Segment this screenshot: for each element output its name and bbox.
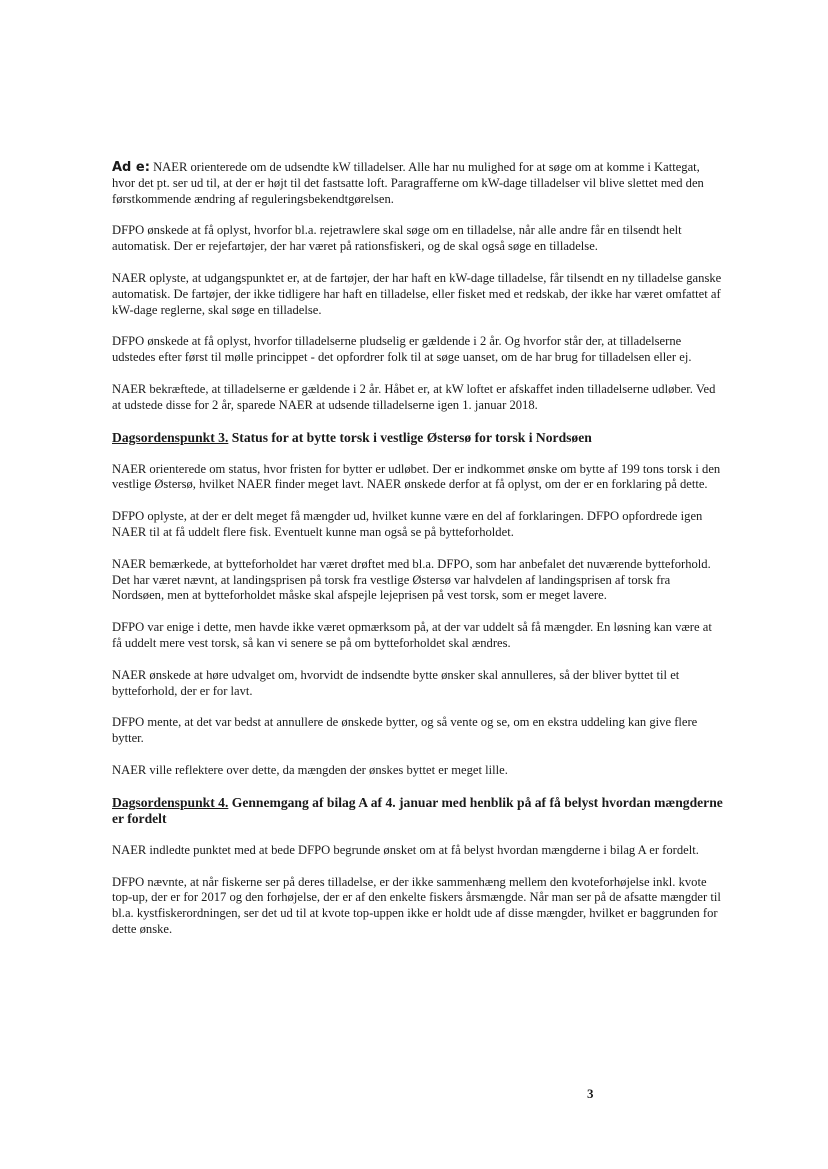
paragraph: NAER ville reflektere over dette, da mængden der ønskes byttet er meget lille. (112, 762, 508, 777)
section-title: Gennemgang af bilag A af 4. januar med henblik på af få belyst hvordan mængderne er fordelt (112, 794, 723, 826)
paragraph: NAER orienterede om status, hvor fristen for bytter er udløbet. Der er indkommet ønske om bytte af 199 tons torsk i den vestlige Østersø, hvilket NAER finder meget lavt. NAER ønskede derfor at få oplyst, om der er en forklaring på dette. (112, 461, 721, 492)
paragraph-ad-e (112, 160, 724, 207)
page-number: 3 (587, 1086, 594, 1101)
ad-e-text: NAER orienterede om de udsendte kW tilladelser. Alle har nu mulighed for at søge om at komme i Kattegat, hvor det pt. ser ud til, at der er højt til det fastsatte loft. Paragrafferne om kW-dage tilladelser vil blive slettet med den førstkommende ændring af reguleringsbekendtgørelsen. (112, 160, 704, 206)
section-heading-3 (112, 430, 724, 446)
paragraph: DFPO mente, at det var bedst at annullere de ønskede bytter, og så vente og se, om en ekstra uddeling kan give flere bytter. (112, 715, 698, 746)
paragraph: NAER bemærkede, at bytteforholdet har været drøftet med bl.a. DFPO, som har anbefalet det nuværende bytteforhold. Det har været nævnt, at landingsprisen på torsk fra vestlige Østersø var halvdelen af landingsprisen af torsk fra Nordsøen, men at bytteforholdet måske skal afspejle lejeprisen på vest torsk, som er meget lavere. (112, 556, 711, 603)
paragraph: DFPO ønskede at få oplyst, hvorfor tilladelserne pludselig er gældende i 2 år. Og hvorfor står der, at tilladelserne udstedes efter først til mølle princippet - det opfordrer folk til at søge uanset, om de har brug for tilladelsen eller ej. (112, 334, 692, 365)
paragraph: NAER bekræftede, at tilladelserne er gældende i 2 år. Håbet er, at kW loftet er afskaffet inden tilladelserne udløber. Ved at udstede disse for 2 år, sparede NAER at udsende tilladelserne igen 1. januar 2018. (112, 381, 716, 412)
document-body (112, 160, 724, 954)
ad-e-label: Ad e: (112, 160, 150, 175)
section-heading-4 (112, 795, 724, 827)
paragraph: NAER ønskede at høre udvalget om, hvorvidt de indsendte bytte ønsker skal annulleres, så der bliver byttet til et bytteforhold, der er for lavt. (112, 667, 680, 698)
paragraph: DFPO nævnte, at når fiskerne ser på deres tilladelse, er der ikke sammenhæng mellem den kvoteforhøjelse inkl. kvote top-up, der er for 2017 og den forhøjelse, der er af den enkelte fiskers årsmængde. Når man ser på de afsatte mængder til bl.a. kystfiskerordningen, ser det ud til at kvote top-uppen ikke er holdt ude af disse mængder, hvilket er baggrunden for dette ønske. (112, 874, 721, 936)
paragraph: DFPO ønskede at få oplyst, hvorfor bl.a. rejetrawlere skal søge om en tilladelse, når alle andre får en tilsendt helt automatisk. Der er rejefartøjer, der har været på rationsfiskeri, og de skal også søge en tilladelse. (112, 223, 682, 254)
section-label: Dagsordenspunkt 3. (112, 429, 229, 445)
section-label: Dagsordenspunkt 4. (112, 794, 229, 810)
paragraph: NAER indledte punktet med at bede DFPO begrunde ønsket om at få belyst hvordan mængderne i bilag A er fordelt. (112, 842, 699, 857)
paragraph: NAER oplyste, at udgangspunktet er, at de fartøjer, der har haft en kW-dage tilladelse, får tilsendt en ny tilladelse ganske automatisk. De fartøjer, der ikke tidligere har haft en tilladelse, eller fisket med et redskab, der ikke har været omfattet af kW-dage reglerne, skal søge en tilladelse. (112, 270, 722, 317)
paragraph: DFPO oplyste, at der er delt meget få mængder ud, hvilket kunne være en del af forklaringen. DFPO opfordrede igen NAER til at få uddelt flere fisk. Eventuelt kunne man også se på bytteforholdet. (112, 509, 703, 539)
section-title: Status for at bytte torsk i vestlige Østersø for torsk i Nordsøen (228, 429, 592, 445)
paragraph: DFPO var enige i dette, men havde ikke været opmærksom på, at der var uddelt så få mængder. En løsning kan være at få uddelt mere vest torsk, så kan vi senere se på om bytteforholdet skal ændres. (112, 620, 712, 650)
